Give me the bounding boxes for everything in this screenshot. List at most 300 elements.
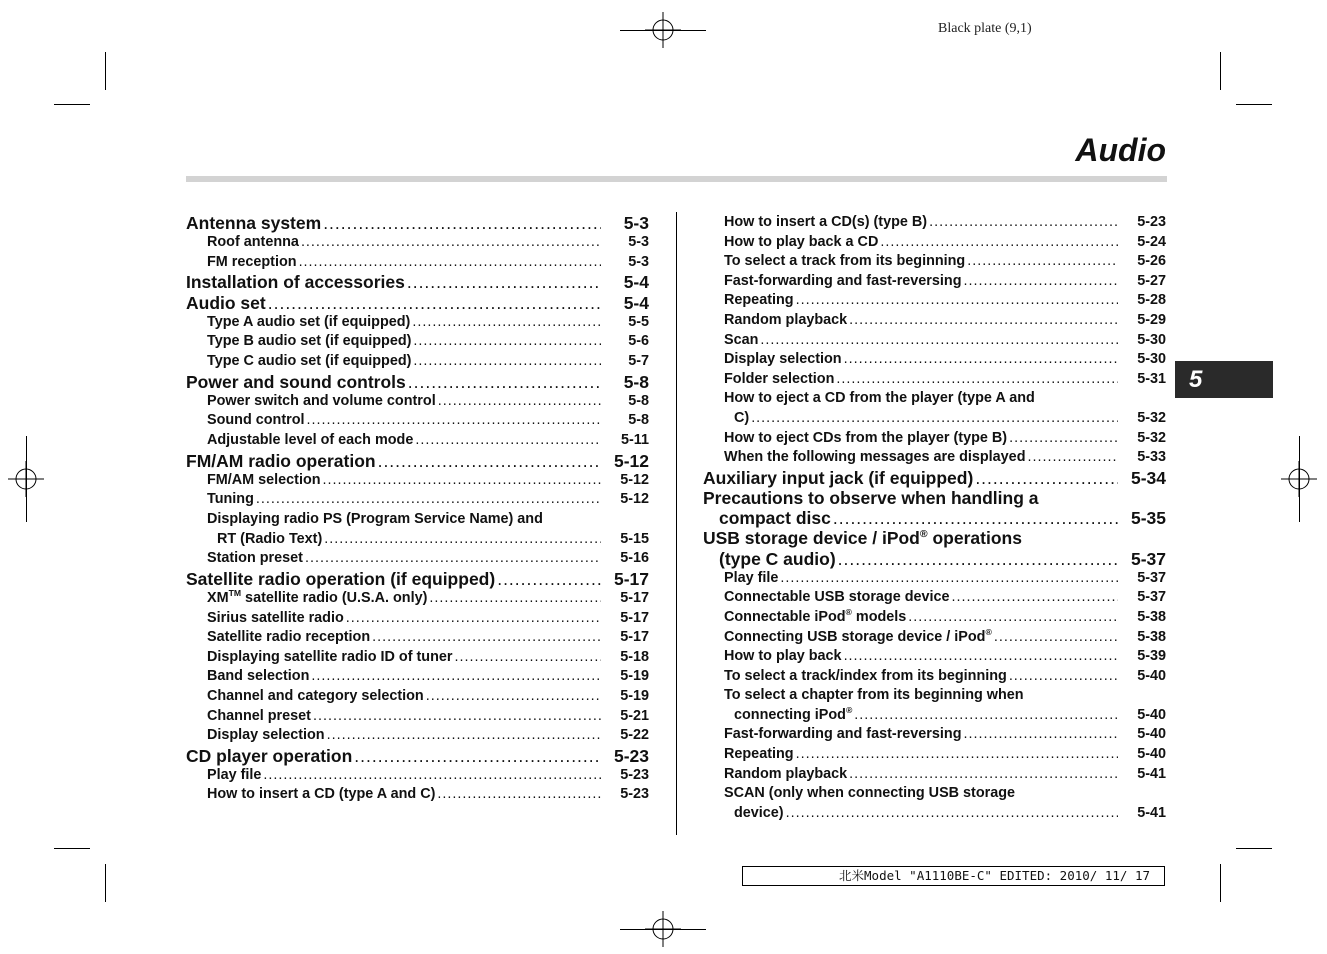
toc-entry[interactable] — [186, 746, 649, 766]
toc-page-number: 5-7 — [628, 352, 649, 369]
toc-page-number: 5-19 — [620, 687, 649, 704]
toc-label-text: XM — [207, 589, 229, 606]
dot-leader — [497, 569, 601, 589]
toc-label — [724, 350, 842, 370]
toc-label — [724, 686, 1166, 706]
toc-page-number: 5-12 — [620, 491, 649, 508]
dot-leader — [836, 370, 1118, 390]
toc-subentry[interactable] — [186, 766, 649, 786]
toc-subentry[interactable] — [703, 448, 1166, 468]
toc-label — [207, 687, 424, 707]
dot-leader — [833, 508, 1118, 528]
toc-subentry[interactable] — [703, 272, 1166, 292]
toc-page-number: 5-40 — [1137, 726, 1166, 743]
toc-label-text: Random playback — [724, 311, 848, 328]
toc-label-text: operations — [927, 528, 1022, 549]
toc-label-text: Type B audio set (if equipped) — [207, 333, 412, 350]
toc-label — [207, 549, 303, 569]
toc-page-number: 5-24 — [1137, 233, 1166, 250]
toc-label-text: Play file — [207, 766, 262, 783]
toc-label-text: Fast-forwarding and fast-reversing — [724, 272, 962, 289]
crop-mark — [1299, 436, 1300, 522]
toc-label — [724, 252, 965, 272]
toc-page-number: 5-27 — [1137, 272, 1166, 289]
toc-subentry[interactable] — [703, 311, 1166, 331]
toc-label-text: Folder selection — [724, 370, 835, 387]
toc-entry[interactable] — [703, 528, 1166, 568]
toc-label-text: Installation of accessories — [186, 272, 405, 293]
toc-label-text: SCAN (only when connecting USB storage — [724, 785, 1016, 802]
crop-mark — [620, 929, 706, 930]
toc-label — [207, 609, 344, 629]
toc-label — [186, 569, 495, 589]
superscript: ® — [919, 528, 928, 541]
toc-label — [207, 253, 297, 273]
toc-label-text: (type C audio) — [719, 548, 836, 569]
dot-leader — [408, 372, 601, 392]
toc-label — [724, 331, 758, 351]
crop-mark — [105, 52, 106, 90]
dot-leader — [407, 272, 601, 292]
toc-page-number: 5-8 — [628, 412, 649, 429]
toc-subentry[interactable] — [186, 687, 649, 707]
toc-label-text: Roof antenna — [207, 234, 299, 251]
toc-page-number: 5-12 — [620, 471, 649, 488]
toc-subentry[interactable] — [186, 726, 649, 746]
toc-label — [207, 490, 254, 510]
toc-page-number: 5-23 — [620, 786, 649, 803]
crop-mark — [1236, 848, 1272, 849]
toc-page-number: 5-17 — [620, 609, 649, 626]
toc-subentry[interactable] — [703, 213, 1166, 233]
toc-label — [724, 765, 847, 785]
toc-label-text: Adjustable level of each mode — [207, 431, 414, 448]
toc-label-text: Displaying satellite radio ID of tuner — [207, 648, 453, 665]
dot-leader — [849, 311, 1118, 331]
toc-subentry[interactable] — [703, 725, 1166, 745]
dot-leader — [307, 411, 601, 431]
toc-subentry[interactable] — [186, 253, 649, 273]
toc-label-text: When the following messages are displayed — [724, 449, 1026, 466]
toc-label-text: Type A audio set (if equipped) — [207, 313, 411, 330]
toc-label-text: Displaying radio PS (Program Service Name) and — [207, 510, 543, 527]
toc-page-number: 5-37 — [1137, 569, 1166, 586]
crop-mark — [620, 30, 706, 31]
toc-label — [207, 726, 325, 746]
toc-label — [207, 707, 311, 727]
toc-page-number: 5-15 — [620, 530, 649, 547]
dot-leader — [786, 804, 1118, 824]
toc-subentry[interactable] — [186, 431, 649, 451]
toc-subentry[interactable] — [703, 389, 1166, 428]
toc-page-number: 5-8 — [628, 392, 649, 409]
dot-leader — [305, 549, 601, 569]
toc-label — [724, 608, 906, 628]
dot-leader — [964, 725, 1119, 745]
toc-label-text: FM/AM selection — [207, 471, 321, 488]
dot-leader — [437, 785, 601, 805]
toc-page-number: 5-4 — [623, 292, 649, 313]
toc-label — [207, 313, 410, 333]
toc-label — [703, 468, 973, 488]
toc-label-text: Random playback — [724, 765, 848, 782]
toc-page-number: 5-28 — [1137, 292, 1166, 309]
toc-label-text: Satellite radio operation (if equipped) — [186, 568, 496, 589]
toc-label — [207, 233, 299, 253]
toc-page-number: 5-32 — [1137, 429, 1166, 446]
toc-label-text: To select a chapter from its beginning when — [724, 687, 1024, 704]
toc-page-number: 5-3 — [623, 213, 649, 233]
dot-leader — [1009, 667, 1118, 687]
toc-label-text: FM/AM radio operation — [186, 450, 376, 471]
toc-label-text: How to play back — [724, 648, 842, 665]
toc-label — [186, 272, 405, 292]
toc-page-number: 5-18 — [620, 648, 649, 665]
toc-entry[interactable] — [186, 213, 649, 233]
crop-mark — [1220, 864, 1221, 902]
toc-label-text: connecting iPod — [734, 706, 846, 723]
toc-page-number: 5-5 — [628, 313, 649, 330]
toc-label — [724, 569, 778, 589]
toc-label — [724, 272, 962, 292]
toc-label — [207, 628, 370, 648]
toc-label-text: Band selection — [207, 668, 310, 685]
dot-leader — [1009, 429, 1118, 449]
toc-label — [724, 588, 950, 608]
toc-label-text: Repeating — [724, 746, 794, 763]
toc-subentry[interactable] — [703, 686, 1166, 725]
toc-page-number: 5-41 — [1137, 804, 1166, 821]
toc-subentry[interactable] — [186, 589, 649, 609]
dot-leader — [854, 706, 1118, 726]
toc-label — [207, 411, 305, 431]
toc-label — [207, 471, 321, 491]
toc-label-text: How to play back a CD — [724, 233, 879, 250]
toc-label-text: Audio set — [186, 292, 266, 313]
toc-page-number: 5-8 — [623, 371, 649, 392]
dot-leader — [908, 608, 1118, 628]
toc-entry[interactable] — [186, 293, 649, 313]
toc-page-number: 5-12 — [613, 450, 649, 471]
chapter-tab[interactable] — [1175, 361, 1273, 398]
toc-label-text: Station preset — [207, 550, 303, 567]
toc-page-number: 5-11 — [620, 431, 649, 448]
toc-label — [207, 332, 411, 352]
toc-label-text: Type C audio set (if equipped) — [207, 352, 412, 369]
toc-label-text — [217, 530, 322, 550]
toc-subentry[interactable] — [703, 647, 1166, 667]
toc-label-text: models — [851, 608, 907, 625]
toc-label-text: RT (Radio Text) — [217, 530, 323, 547]
toc-left-column — [186, 213, 649, 805]
dot-leader — [838, 549, 1118, 569]
toc-entry[interactable] — [703, 468, 1166, 488]
toc-label — [207, 667, 309, 687]
toc-entry[interactable] — [186, 451, 649, 471]
toc-page-number: 5-17 — [620, 589, 649, 606]
toc-label-text: Antenna system — [186, 213, 322, 233]
toc-page-number: 5-39 — [1137, 648, 1166, 665]
toc-page-number: 5-21 — [620, 707, 649, 724]
dot-leader — [849, 765, 1118, 785]
crop-mark — [1236, 104, 1272, 105]
toc-label-text: Satellite radio reception — [207, 629, 371, 646]
toc-label-text: Power and sound controls — [186, 371, 406, 392]
toc-page-number: 5-26 — [1137, 253, 1166, 270]
dot-leader — [324, 530, 601, 550]
dot-leader — [975, 468, 1118, 488]
dot-leader — [844, 350, 1118, 370]
toc-label-continued — [207, 530, 649, 550]
dot-leader — [415, 431, 601, 451]
dot-leader — [256, 490, 601, 510]
toc-label — [724, 370, 834, 390]
toc-label — [186, 372, 406, 392]
toc-page-number: 5-30 — [1137, 351, 1166, 368]
toc-page-number: 5-40 — [1137, 746, 1166, 763]
toc-page-number: 5-29 — [1137, 311, 1166, 328]
dot-leader — [413, 332, 601, 352]
toc-label — [207, 352, 411, 372]
toc-subentry[interactable] — [186, 707, 649, 727]
toc-subentry[interactable] — [703, 667, 1166, 687]
toc-label-text — [734, 706, 852, 726]
toc-label-text: To select a track/index from its beginning — [724, 667, 1007, 684]
toc-subentry[interactable] — [186, 628, 649, 648]
toc-label — [724, 429, 1007, 449]
dot-leader — [413, 352, 601, 372]
toc-page-number: 5-41 — [1137, 765, 1166, 782]
toc-page-number: 5-23 — [613, 745, 649, 766]
toc-label-text — [734, 804, 784, 824]
toc-entry[interactable] — [186, 272, 649, 292]
toc-label-text: CD player operation — [186, 745, 353, 766]
toc-subentry[interactable] — [703, 765, 1166, 785]
toc-label — [207, 766, 261, 786]
toc-page-number: 5-6 — [628, 333, 649, 350]
toc-label-continued — [724, 409, 1166, 429]
toc-subentry[interactable] — [703, 784, 1166, 823]
toc-page-number: 5-40 — [1137, 706, 1166, 723]
toc-page-number: 5-31 — [1137, 370, 1166, 387]
toc-label-text — [719, 549, 836, 569]
toc-subentry[interactable] — [186, 609, 649, 629]
dot-leader — [844, 647, 1118, 667]
dot-leader — [301, 233, 601, 253]
plate-label: Black plate (9,1) — [938, 21, 1032, 36]
toc-label-text: Fast-forwarding and fast-reversing — [724, 726, 962, 743]
dot-leader — [994, 628, 1118, 648]
dot-leader — [952, 588, 1118, 608]
footer-model-line: 北米Model "A1110BE-C" EDITED: 2010/ 11/ 17 — [742, 866, 1165, 886]
toc-subentry[interactable] — [186, 332, 649, 352]
toc-label-continued — [724, 706, 1166, 726]
crop-mark — [54, 848, 90, 849]
toc-page-number: 5-40 — [1137, 667, 1166, 684]
title-rule — [186, 176, 1167, 182]
toc-subentry[interactable] — [703, 588, 1166, 608]
toc-subentry[interactable] — [186, 233, 649, 253]
dot-leader — [412, 313, 601, 333]
toc-subentry[interactable] — [703, 569, 1166, 589]
toc-label — [207, 510, 649, 530]
dot-leader — [454, 648, 601, 668]
toc-label — [724, 291, 794, 311]
toc-label — [207, 392, 436, 412]
toc-page-number: 5-22 — [620, 727, 649, 744]
toc-subentry[interactable] — [703, 628, 1166, 648]
dot-leader — [426, 687, 601, 707]
toc-label — [724, 389, 1166, 409]
dot-leader — [1027, 448, 1118, 468]
toc-page-number: 5-23 — [1137, 214, 1166, 230]
toc-label-text — [734, 409, 749, 429]
toc-subentry[interactable] — [186, 352, 649, 372]
toc-label-text: Precautions to observe when handling a — [703, 487, 1039, 508]
toc-subentry[interactable] — [703, 331, 1166, 351]
toc-label-continued — [703, 508, 1166, 528]
toc-subentry[interactable] — [703, 370, 1166, 390]
toc-label-text — [719, 508, 831, 528]
toc-label-text: Connectable iPod — [724, 608, 846, 625]
toc-subentry[interactable] — [186, 785, 649, 805]
toc-label — [186, 746, 352, 766]
dot-leader — [751, 409, 1118, 429]
toc-label-text: FM reception — [207, 253, 297, 270]
toc-label-text: To select a track from its beginning — [724, 253, 966, 270]
dot-leader — [313, 707, 601, 727]
toc-label-text: Scan — [724, 331, 759, 348]
dot-leader — [429, 589, 601, 609]
toc-label — [724, 667, 1007, 687]
crop-mark — [1220, 52, 1221, 90]
toc-subentry[interactable] — [186, 667, 649, 687]
toc-label-text: How to eject CDs from the player (type B) — [724, 429, 1008, 446]
toc-page-number: 5-34 — [1130, 467, 1166, 488]
dot-leader — [327, 726, 601, 746]
toc-entry[interactable] — [186, 569, 649, 589]
toc-page-number: 5-4 — [623, 272, 649, 293]
toc-label-text: USB storage device / iPod — [703, 528, 920, 549]
toc-label — [207, 785, 435, 805]
toc-entry[interactable] — [186, 372, 649, 392]
toc-label — [207, 648, 452, 668]
toc-label-continued — [724, 804, 1166, 824]
toc-label — [724, 647, 842, 667]
toc-label-text: Sound control — [207, 412, 305, 429]
toc-label-text: Connectable USB storage device — [724, 589, 950, 606]
toc-label — [724, 213, 927, 233]
toc-subentry[interactable] — [186, 490, 649, 510]
toc-page-number: 5-32 — [1137, 409, 1166, 426]
dot-leader — [967, 252, 1118, 272]
toc-subentry[interactable] — [703, 233, 1166, 253]
toc-page-number: 5-19 — [620, 668, 649, 685]
toc-label-text: satellite radio (U.S.A. only) — [241, 589, 428, 606]
dot-leader — [346, 609, 601, 629]
toc-label-text: Sirius satellite radio — [207, 609, 344, 626]
dot-leader — [263, 766, 601, 786]
toc-label-text: How to eject a CD from the player (type A and — [724, 390, 1035, 407]
toc-page-number: 5-35 — [1130, 508, 1166, 529]
toc-label-text: Connecting USB storage device / iPod — [724, 628, 986, 645]
toc-label — [186, 213, 321, 233]
toc-label-text: compact disc — [719, 508, 831, 529]
toc-label — [724, 233, 878, 253]
toc-label-text: How to insert a CD(s) (type B) — [724, 214, 928, 230]
toc-label — [724, 745, 794, 765]
toc-subentry[interactable] — [186, 471, 649, 491]
dot-leader — [311, 667, 601, 687]
toc-label-text: C) — [734, 409, 750, 426]
dot-leader — [780, 569, 1118, 589]
toc-label-continued — [703, 549, 1166, 569]
dot-leader — [964, 272, 1119, 292]
toc-label-text: Auxiliary input jack (if equipped) — [703, 467, 974, 488]
toc-subentry[interactable] — [703, 350, 1166, 370]
toc-page-number: 5-38 — [1137, 628, 1166, 645]
toc-entry[interactable] — [703, 488, 1166, 528]
toc-label-text: Channel and category selection — [207, 687, 424, 704]
chapter-number: 5 — [1189, 365, 1203, 393]
crop-mark — [26, 436, 27, 522]
toc-label — [186, 293, 266, 313]
dot-leader — [760, 331, 1118, 351]
toc-subentry[interactable] — [186, 510, 649, 549]
toc-label-text: Repeating — [724, 292, 794, 309]
toc-page-number: 5-37 — [1137, 589, 1166, 606]
superscript: TM — [228, 588, 242, 599]
toc-label-text: Play file — [724, 569, 779, 586]
toc-label — [207, 589, 427, 609]
toc-label — [703, 528, 1166, 548]
toc-label-text: device) — [734, 804, 784, 821]
toc-page-number: 5-17 — [613, 568, 649, 589]
dot-leader — [378, 451, 601, 471]
superscript: ® — [845, 705, 853, 716]
toc-subentry[interactable] — [186, 648, 649, 668]
toc-label — [703, 488, 1166, 508]
toc-label — [186, 451, 376, 471]
toc-subentry[interactable] — [703, 291, 1166, 311]
toc-label — [724, 311, 847, 331]
toc-subentry[interactable] — [703, 608, 1166, 628]
toc-subentry[interactable] — [703, 429, 1166, 449]
toc-page-number: 5-17 — [620, 629, 649, 646]
toc-subentry[interactable] — [186, 549, 649, 569]
dot-leader — [268, 293, 601, 313]
dot-leader — [323, 213, 601, 233]
page-title: Audio — [1075, 132, 1166, 168]
toc-label — [724, 448, 1025, 468]
toc-subentry[interactable] — [186, 411, 649, 431]
toc-page-number: 5-38 — [1137, 608, 1166, 625]
toc-subentry[interactable] — [186, 392, 649, 412]
toc-page-number: 5-23 — [620, 766, 649, 783]
toc-subentry[interactable] — [703, 252, 1166, 272]
dot-leader — [299, 253, 601, 273]
toc-label — [207, 431, 413, 451]
column-divider — [676, 212, 677, 835]
dot-leader — [372, 628, 601, 648]
dot-leader — [323, 471, 601, 491]
superscript: ® — [845, 607, 852, 618]
toc-subentry[interactable] — [703, 745, 1166, 765]
toc-subentry[interactable] — [186, 313, 649, 333]
toc-label-text: How to insert a CD (type A and C) — [207, 786, 436, 803]
toc-page-number: 5-33 — [1137, 449, 1166, 466]
dot-leader — [929, 213, 1118, 233]
